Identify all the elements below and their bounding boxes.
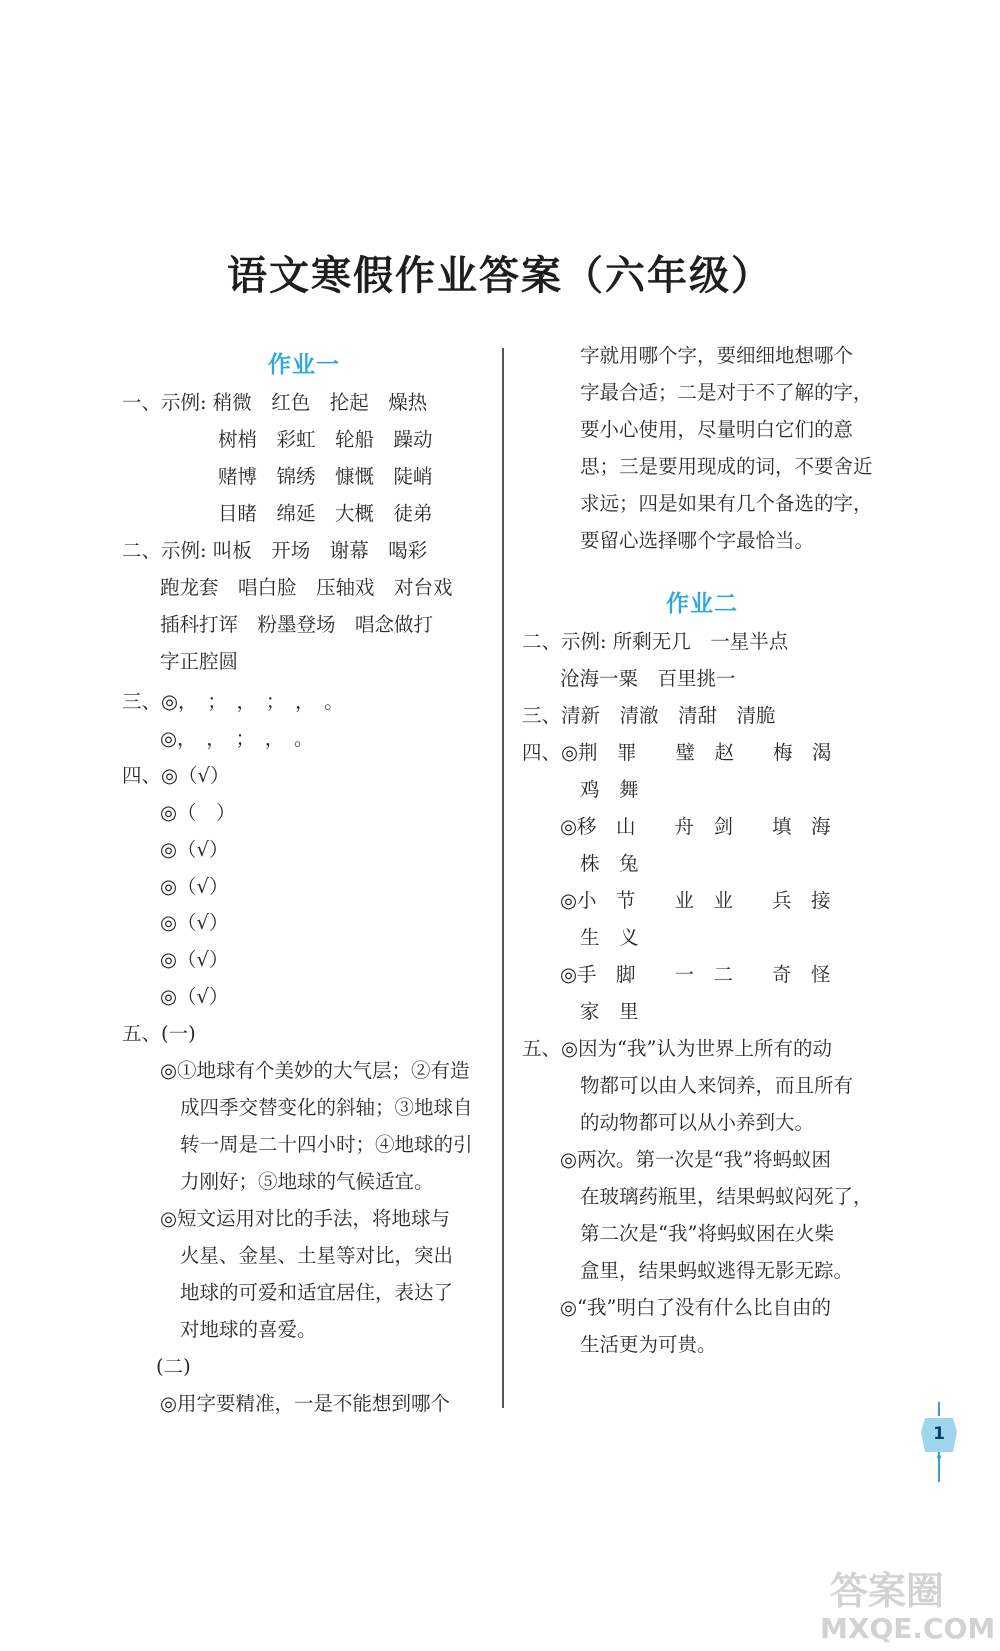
answer-line: 成四季交替变化的斜轴；③地球自 (180, 1096, 473, 1119)
answer-line: ◎移 山 舟 剑 填 海 (560, 815, 831, 838)
page-number: 1 (933, 1424, 945, 1444)
answer-line: 求远；四是如果有几个备选的字， (580, 492, 873, 515)
answer-line: ◎两次。第一次是“我”将蚂蚁困 (560, 1148, 831, 1171)
answer-line: ◎短文运用对比的手法，将地球与 (160, 1207, 451, 1230)
answer-line: 四、◎荆 罪 璧 赵 梅 渴 (522, 741, 832, 764)
answer-line: 的动物都可以从小养到大。 (580, 1111, 815, 1134)
answer-line: 插科打诨 粉墨登场 唱念做打 (160, 613, 434, 636)
answer-line: 思；三是要用现成的词，不要舍近 (580, 455, 873, 478)
answer-line: ◎（√） (160, 985, 229, 1008)
answer-line: ◎（ ） (160, 801, 236, 824)
answer-line: 对地球的喜爱。 (180, 1318, 317, 1341)
answer-line: 赌博 锦绣 慷慨 陡峭 (218, 465, 433, 488)
answer-line: 物都可以由人来饲养，而且所有 (580, 1074, 854, 1097)
answer-line: ◎手 脚 一 二 奇 怪 (560, 963, 831, 986)
answer-line: 生活更为可贵。 (580, 1333, 717, 1356)
answer-line: 目睹 绵延 大概 徒弟 (218, 502, 433, 525)
page-title: 语文寒假作业答案（六年级） (227, 253, 773, 299)
answer-line: ◎（√） (160, 948, 229, 971)
page-number-badge (919, 1402, 959, 1484)
answer-line: 字就用哪个字，要细细地想哪个 (580, 344, 854, 367)
answer-line: 二、示例: 所剩无几 一星半点 (522, 630, 789, 653)
answer-line: 字最合适；二是对于不了解的字， (580, 381, 873, 404)
watermark-url: MXQE.COM (820, 1612, 996, 1645)
answer-line: 第二次是“我”将蚂蚁困在火柴 (580, 1222, 834, 1245)
answer-line: ◎（√） (160, 875, 229, 898)
answer-line: 生 义 (580, 926, 639, 949)
answer-line: 跑龙套 唱白脸 压轴戏 对台戏 (160, 576, 453, 599)
answer-line: 一、示例: 稍微 红色 抡起 燥热 (122, 391, 428, 414)
answer-line: 要留心选择哪个字最恰当。 (580, 529, 815, 552)
answer-line: 在玻璃药瓶里，结果蚂蚁闷死了， (580, 1185, 873, 1208)
section-heading-1: 作业一 (268, 352, 340, 378)
answer-line: ◎①地球有个美妙的大气层；②有造 (160, 1059, 470, 1082)
answer-line: 沧海一粟 百里挑一 (560, 667, 736, 690)
answer-line: 五、◎因为“我”认为世界上所有的动 (522, 1037, 832, 1060)
answer-line: 家 里 (580, 1000, 639, 1023)
section-heading-2: 作业二 (666, 591, 738, 617)
column-divider (502, 348, 504, 1408)
answer-line: ◎小 节 业 业 兵 接 (560, 889, 831, 912)
answer-line: 要小心使用，尽量明白它们的意 (580, 418, 854, 441)
answer-line: 火星、金星、土星等对比，突出 (180, 1244, 454, 1267)
answer-line: 四、◎（√） (122, 764, 230, 787)
answer-line: 盒里，结果蚂蚁逃得无影无踪。 (580, 1259, 854, 1282)
answer-line: 三、◎， ； ， ； ， 。 (122, 690, 344, 713)
answer-line: 鸡 舞 (580, 778, 639, 801)
answer-line: 字正腔圆 (160, 650, 239, 673)
answer-line: 株 兔 (580, 852, 639, 875)
answer-line: 三、清新 清澈 清甜 清脆 (522, 704, 776, 727)
answer-line: ◎， ， ； ， 。 (160, 727, 314, 750)
answer-line: 转一周是二十四小时；④地球的引 (180, 1133, 473, 1156)
answer-line: (二) (156, 1355, 191, 1378)
answer-line: 地球的可爱和适宜居住，表达了 (180, 1281, 454, 1304)
answer-line: ◎（√） (160, 911, 229, 934)
answer-line: 力刚好；⑤地球的气候适宜。 (180, 1170, 434, 1193)
answer-line: 五、(一) (122, 1022, 196, 1045)
answer-line: ◎（√） (160, 838, 229, 861)
answer-line: ◎用字要精准，一是不能想到哪个 (160, 1392, 451, 1415)
watermark-logo: 答案圈 (830, 1569, 945, 1613)
answer-line: 树梢 彩虹 轮船 躁动 (218, 428, 433, 451)
answer-line: 二、示例: 叫板 开场 谢幕 喝彩 (122, 539, 428, 562)
answer-line: ◎“我”明白了没有什么比自由的 (560, 1296, 831, 1319)
